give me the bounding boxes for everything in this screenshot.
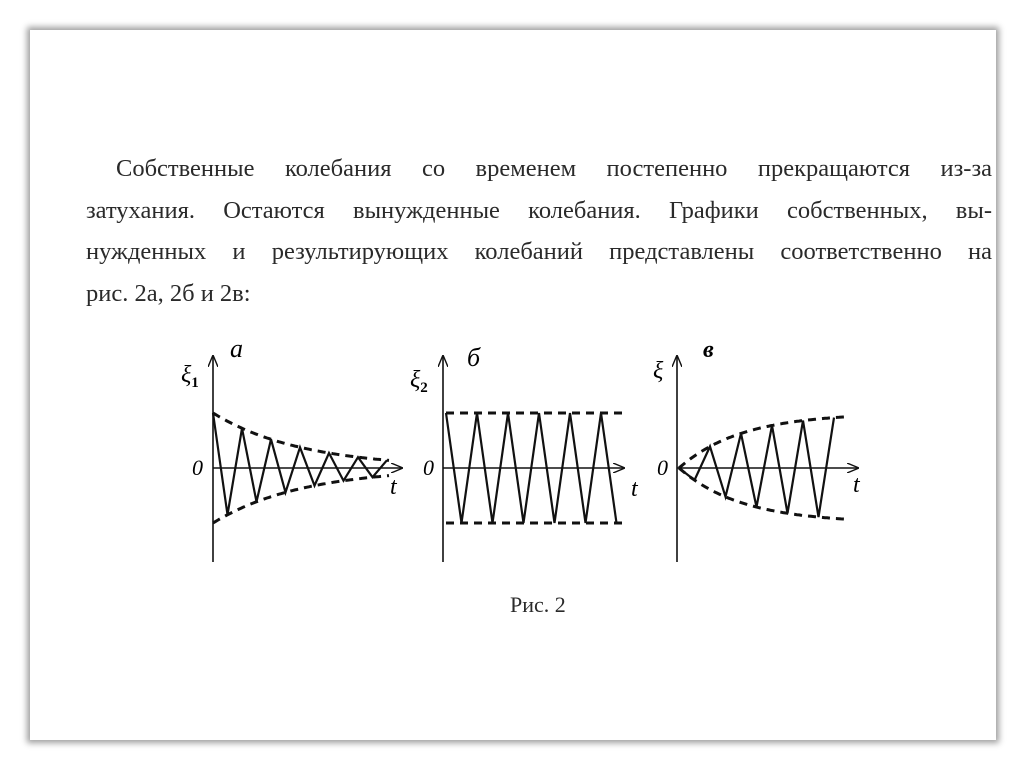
panel-a-origin-label: 0 <box>192 455 203 480</box>
panel-b-origin-label: 0 <box>423 455 434 480</box>
paragraph-line-2: затухания. Остаются вынужденные колебания. Графики собственных, вы- <box>86 196 992 224</box>
panel-b-t-label: t <box>631 476 638 502</box>
panel-a-letter: а <box>230 334 243 363</box>
figure-caption: Рис. 2 <box>510 592 566 617</box>
panel-b <box>410 343 639 562</box>
paragraph-line-1: Собственные колебания со временем постепенно прекращаются из-за <box>116 155 992 182</box>
panel-c <box>653 337 861 562</box>
panel-c-y-label: ξ <box>653 358 664 384</box>
panel-a-envelope-upper <box>213 413 389 460</box>
slide <box>30 30 996 740</box>
oscillation-figures <box>30 30 996 740</box>
panel-c-letter: в <box>703 337 714 363</box>
panel-a-y-label: $\xi_1$ <box>181 362 199 391</box>
panel-c-origin-label: 0 <box>657 455 668 480</box>
paragraph-line-4: рис. 2а, 2б и 2в: <box>86 279 251 307</box>
panel-a <box>181 334 402 562</box>
panel-b-y-label: $\xi_2$ <box>410 367 428 396</box>
paragraph-line-3: нужденных и результирующих колебаний представлены соответственно на <box>86 238 992 265</box>
panel-a-envelope-lower <box>213 476 389 523</box>
panel-c-t-label: t <box>853 472 860 498</box>
panel-a-t-label: t <box>390 474 397 500</box>
panel-b-letter: б <box>467 343 481 372</box>
